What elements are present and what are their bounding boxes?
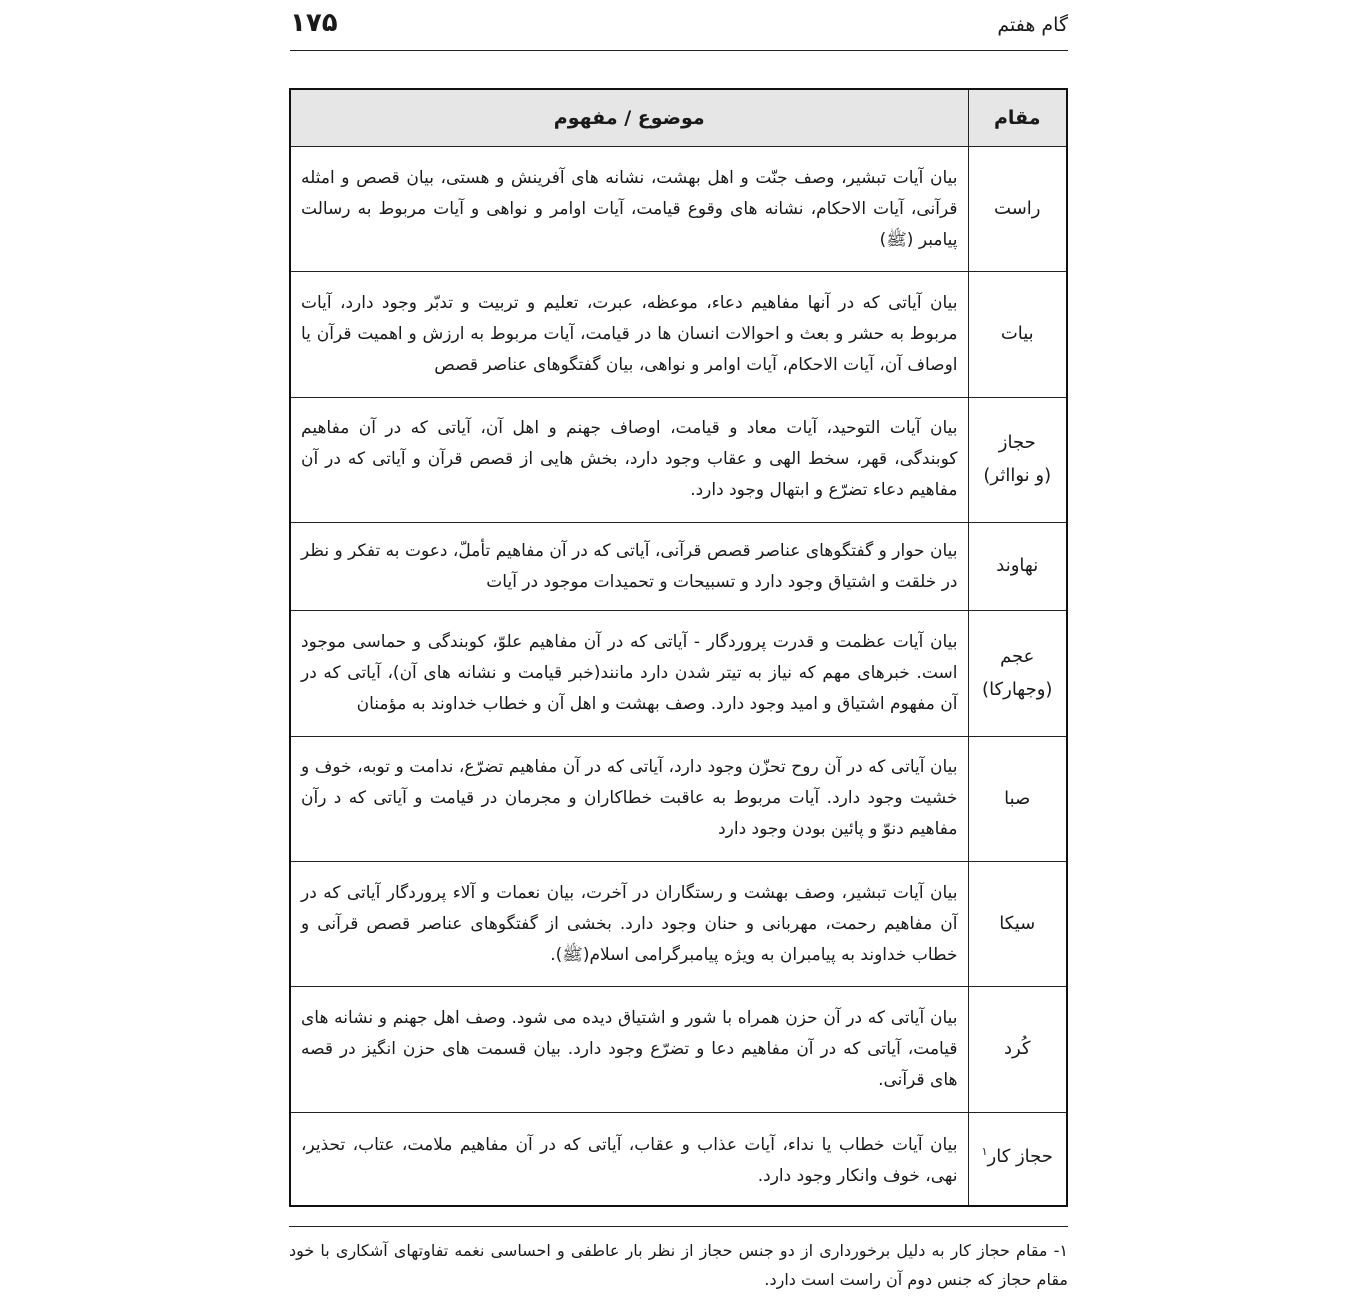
table-row <box>291 1112 1066 1205</box>
table-row <box>291 987 1066 1112</box>
maqam-name <box>968 987 1066 1112</box>
page-number: ۱۷۵ <box>290 8 338 38</box>
footnote-divider <box>289 1226 1068 1227</box>
maqam-description: بیان آیات عظمت و قدرت پروردگار - آیاتی که در آن مفاهیم علوّ، کوبندگی و حماسی موجود است. خبرهای مهم که نیاز به تیتر شدن دارد مانند(خبر قیامت و نشانه های آن)، آیاتی که در آن مفهوم اشتیاق و امید وجود دارد. وصف بهشت و اهل آن و خطاب خداوند به مؤمنان <box>291 611 968 736</box>
maqam-description: بیان آیات التوحید، آیات معاد و قیامت، اوصاف جهنم و اهل آن، آیاتی که در آن مفاهیم کوبندگی، قهر، سخط الهی و عقاب وجود دارد، بخش هایی از قصص قرآن و آیاتی که در آن مفاهیم دعاء تضرّع و ابتهال وجود دارد. <box>291 397 968 522</box>
maqam-label: سیکا <box>999 912 1036 934</box>
table-row <box>291 522 1066 611</box>
maqam-table-container <box>289 88 1068 1207</box>
maqam-name <box>968 862 1066 987</box>
table-header-row <box>291 90 1066 147</box>
maqam-label: صبا <box>1004 787 1031 809</box>
table-row <box>291 147 1066 272</box>
maqam-label: کُرد <box>1003 1038 1031 1060</box>
maqam-label: حجاز <box>998 432 1036 454</box>
maqam-table <box>291 90 1066 1205</box>
maqam-label: عجم <box>1000 646 1035 668</box>
maqam-name <box>968 147 1066 272</box>
maqam-description: بیان حوار و گفتگوهای عناصر قصص قرآنی، آیاتی که در آن مفاهیم تأملّ، دعوت به تفکر و نظر در خلقت و اشتیاق وجود دارد و تسبیحات و تحمیدات موجود در آیات <box>291 522 968 611</box>
maqam-description: بیان آیات تبشیر، وصف جنّت و اهل بهشت، نشانه های آفرینش و هستی، بیان قصص و امثله قرآنی، آیات الاحکام، نشانه های وقوع قیامت، آیات اوامر و نواهی و آیات مربوط به رسالت پیامبر (ﷺ) <box>291 147 968 272</box>
page-header <box>290 8 1068 51</box>
table-row <box>291 397 1066 522</box>
maqam-label: نهاوند <box>996 555 1039 577</box>
footnote: ۱- مقام حجاز کار به دلیل برخورداری از دو جنس حجاز از نظر بار عاطفی و احساسی نغمه تفاوتهای آشکاری با خود مقام حجاز که جنس دوم آن راست است دارد. <box>289 1241 1068 1289</box>
maqam-sublabel: (و نوااثر) <box>983 464 1052 486</box>
table-row <box>291 736 1066 861</box>
header-maqam: مقام <box>968 90 1066 147</box>
header-topic: موضوع / مفهوم <box>291 90 968 147</box>
maqam-name <box>968 611 1066 736</box>
maqam-sublabel: (وجهارکا) <box>982 678 1053 700</box>
maqam-label: راست <box>994 197 1041 219</box>
maqam-name <box>968 736 1066 861</box>
maqam-description: بیان آیاتی که در آن حزن همراه با شور و اشتیاق دیده می شود. وصف اهل جهنم و نشانه های قیامت، آیاتی که در آن مفاهیم دعا و تضرّع وجود دارد. بیان قسمت های حزن انگیز در قصه های قرآنی. <box>291 987 968 1112</box>
maqam-name <box>968 522 1066 611</box>
maqam-description: بیان آیاتی که در آنها مفاهیم دعاء، موعظه، عبرت، تعلیم و تربیت و تدبّر وجود دارد، آیات مربوط به حشر و بعث و احوالات انسان ها در قیامت، آیات مربوط به ارزش و اهمیت قرآن یا اوصاف آن، آیات الاحکام، آیات اوامر و نواهی، بیان گفتگوهای عناصر قصص <box>291 272 968 397</box>
maqam-label: بیات <box>1000 323 1034 345</box>
table-row <box>291 862 1066 987</box>
maqam-name <box>968 1112 1066 1205</box>
maqam-label: حجاز کار <box>987 1145 1053 1167</box>
footnote-reference[interactable]: ۱ <box>981 1144 988 1158</box>
maqam-name <box>968 272 1066 397</box>
table-row <box>291 611 1066 736</box>
table-row <box>291 272 1066 397</box>
maqam-name <box>968 397 1066 522</box>
chapter-title: گام هفتم <box>997 14 1068 36</box>
maqam-description: بیان آیاتی که در آن روح تحزّن وجود دارد، آیاتی که در آن مفاهیم تضرّع، ندامت و توبه، خوف و خشیت وجود دارد. آیات مربوط به عاقبت خطاکاران و مجرمان در قیامت و آیاتی که د رآن مفاهیم دنوّ و پائین بودن وجود دارد <box>291 736 968 861</box>
maqam-description: بیان آیات تبشیر، وصف بهشت و رستگاران در آخرت، بیان نعمات و آلاء پروردگار آیاتی که در آن مفاهیم رحمت، مهربانی و حنان وجود دارد. بخشی از گفتگوهای عناصر قصص قرآنی و خطاب خداوند به پیامبران به ویژه پیامبرگرامی اسلام(ﷺ). <box>291 862 968 987</box>
maqam-description: بیان آیات خطاب یا نداء، آیات عذاب و عقاب، آیاتی که در آن مفاهیم ملامت، عتاب، تحذیر، نهی، خوف وانکار وجود دارد. <box>291 1112 968 1205</box>
